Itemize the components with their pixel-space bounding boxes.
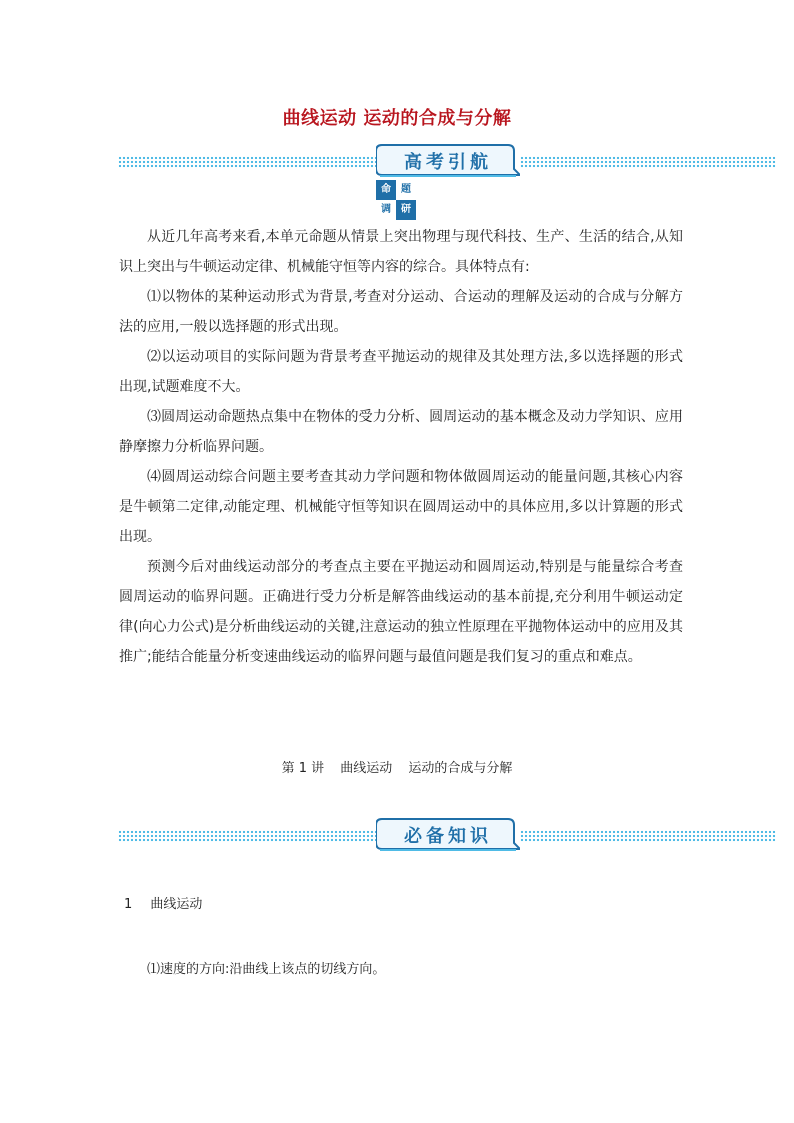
banner-dots-left — [118, 156, 376, 168]
lecture-topic-1: 曲线运动 — [340, 761, 393, 776]
badge-char: 命 — [376, 180, 396, 200]
banner-tab — [376, 817, 520, 853]
banner-dots-left — [118, 830, 376, 842]
section-number: 1 — [124, 897, 133, 912]
page-title: 曲线运动 运动的合成与分解 — [282, 108, 512, 129]
lecture-number: 第 1 讲 — [281, 761, 325, 776]
badge-char: 调 — [376, 200, 396, 220]
section-title: 曲线运动 — [150, 897, 203, 912]
lecture-topic-2: 运动的合成与分解 — [408, 761, 513, 776]
feature-item-3: ⑶圆周运动命题热点集中在物体的受力分析、圆周运动的基本概念及动力学知识、应用静摩擦力分析临界问题。 — [119, 409, 683, 455]
banner-tab — [376, 143, 520, 179]
banner-gaokao-yinhang — [118, 143, 778, 179]
banner-bibei-zhishi — [118, 817, 778, 853]
badge-char: 研 — [396, 200, 416, 220]
section-heading — [124, 893, 202, 912]
banner-label: 必备知识 — [404, 826, 492, 847]
feature-item-2: ⑵以运动项目的实际问题为背景考查平抛运动的规律及其处理方法,多以选择题的形式出现,试题难度不大。 — [119, 349, 683, 395]
badge-char: 题 — [396, 180, 416, 200]
intro-paragraph: 从近几年高考来看,本单元命题从情景上突出物理与现代科技、生产、生活的结合,从知识上突出与牛顿运动定律、机械能守恒等内容的综合。具体特点有: — [119, 229, 683, 275]
feature-item-4: ⑷圆周运动综合问题主要考查其动力学问题和物体做圆周运动的能量问题,其核心内容是牛顿第二定律,动能定理、机械能守恒等知识在圆周运动中的具体应用,多以计算题的形式出现。 — [119, 469, 683, 545]
knowledge-item-1: ⑴速度的方向:沿曲线上该点的切线方向。 — [147, 962, 386, 977]
banner-dots-right — [520, 156, 776, 168]
intro-section — [119, 222, 683, 672]
feature-item-1: ⑴以物体的某种运动形式为背景,考查对分运动、合运动的理解及运动的合成与分解方法的应用,一般以选择题的形式出现。 — [119, 289, 683, 335]
prediction-paragraph: 预测今后对曲线运动部分的考查点主要在平抛运动和圆周运动,特别是与能量综合考查圆周运动的临界问题。正确进行受力分析是解答曲线运动的基本前提,充分利用牛顿运动定律(向心力公式)是分析曲线运动的关键,注意运动的独立性原理在平抛物体运动中的应用及其推广;能结合能量分析变速曲线运动的临界问题与最值问题是我们复习的重点和难点。 — [119, 559, 683, 665]
banner-label: 高考引航 — [404, 152, 492, 173]
banner-dots-right — [520, 830, 776, 842]
lecture-title — [0, 757, 794, 776]
mingti-diaoyan-badge — [376, 180, 416, 220]
